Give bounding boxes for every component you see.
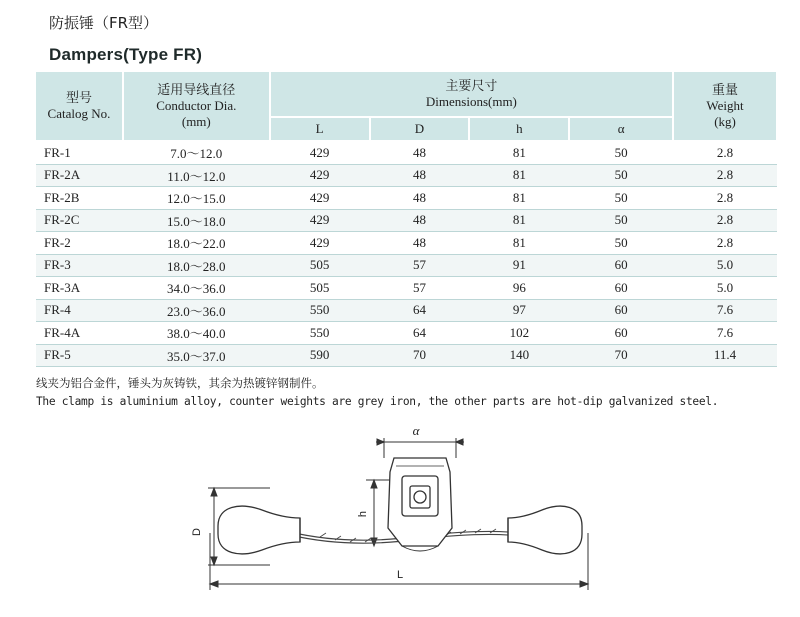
cell-catalog: FR-3: [36, 254, 123, 277]
header-dimensions-cn: 主要尺寸: [445, 78, 498, 93]
table-row: [36, 209, 777, 232]
cell-weight: 2.8: [673, 209, 777, 232]
cell-weight: 2.8: [673, 141, 777, 164]
cell-D: 48: [370, 187, 470, 210]
clamp-bolt-head: [414, 491, 426, 503]
table-row: [36, 344, 777, 367]
cell-weight: 5.0: [673, 254, 777, 277]
cell-h: 102: [469, 322, 569, 345]
cell-weight: 5.0: [673, 277, 777, 300]
cell-catalog: FR-2C: [36, 209, 123, 232]
cell-alpha: 50: [569, 232, 673, 255]
header-conductor: [123, 72, 270, 141]
cell-L: 505: [270, 254, 370, 277]
header-D: D: [370, 117, 470, 141]
cell-L: 505: [270, 277, 370, 300]
table-row: [36, 277, 777, 300]
cell-alpha: 60: [569, 322, 673, 345]
cell-alpha: 50: [569, 141, 673, 164]
cell-dia: 12.0～15.0: [123, 187, 270, 210]
page-title-en: Dampers(Type FR): [49, 45, 203, 64]
cell-D: 64: [370, 299, 470, 322]
cell-D: 48: [370, 232, 470, 255]
header-weight-en: Weight: [706, 98, 744, 113]
cell-h: 140: [469, 344, 569, 367]
header-catalog-cn: 型号: [65, 90, 92, 105]
cell-L: 429: [270, 209, 370, 232]
cell-L: 590: [270, 344, 370, 367]
cell-weight: 2.8: [673, 164, 777, 187]
table-row: [36, 254, 777, 277]
cell-h: 81: [469, 141, 569, 164]
cell-catalog: FR-1: [36, 141, 123, 164]
cell-alpha: 60: [569, 299, 673, 322]
cell-L: 429: [270, 141, 370, 164]
cell-weight: 11.4: [673, 344, 777, 367]
table-row: [36, 187, 777, 210]
L-label: L: [396, 569, 404, 581]
spec-table: [36, 72, 778, 367]
cell-D: 48: [370, 209, 470, 232]
right-counterweight: [508, 506, 582, 554]
table-row: [36, 299, 777, 322]
L-arrow-left: [210, 581, 218, 587]
cell-dia: 15.0～18.0: [123, 209, 270, 232]
cell-D: 70: [370, 344, 470, 367]
alpha-arrow-right: [456, 439, 463, 445]
cell-alpha: 50: [569, 187, 673, 210]
cell-dia: 38.0～40.0: [123, 322, 270, 345]
cell-h: 81: [469, 187, 569, 210]
cell-catalog: FR-2B: [36, 187, 123, 210]
header-h: h: [469, 117, 569, 141]
cell-L: 429: [270, 164, 370, 187]
header-weight: [673, 72, 777, 141]
left-counterweight: [218, 506, 300, 554]
D-arrow-bottom: [211, 557, 217, 565]
cell-L: 550: [270, 299, 370, 322]
h-arrow-top: [371, 480, 377, 488]
material-note-cn: 线夹为铝合金件，锤头为灰铸铁，其余为热镀锌钢制件。: [36, 376, 324, 390]
cell-dia: 18.0～28.0: [123, 254, 270, 277]
table-row: [36, 322, 777, 345]
cell-alpha: 60: [569, 254, 673, 277]
cell-h: 81: [469, 164, 569, 187]
cell-catalog: FR-3A: [36, 277, 123, 300]
alpha-arrow-left: [377, 439, 384, 445]
cell-L: 429: [270, 187, 370, 210]
cell-D: 48: [370, 141, 470, 164]
h-arrow-bottom: [371, 538, 377, 546]
cell-dia: 23.0～36.0: [123, 299, 270, 322]
header-dimensions: [270, 72, 673, 117]
damper-drawing: [170, 418, 610, 613]
cell-D: 57: [370, 254, 470, 277]
cell-D: 48: [370, 164, 470, 187]
table-row: [36, 164, 777, 187]
material-note-en: The clamp is aluminium alloy, counter weights are grey iron, the other parts are hot-dip galvanized steel.: [36, 395, 719, 408]
cell-catalog: FR-2A: [36, 164, 123, 187]
page-title-cn: 防振锤（FR型）: [49, 14, 159, 32]
cell-h: 81: [469, 232, 569, 255]
header-catalog: [36, 72, 123, 141]
table-row: [36, 232, 777, 255]
cell-catalog: FR-4A: [36, 322, 123, 345]
cell-h: 97: [469, 299, 569, 322]
cell-catalog: FR-5: [36, 344, 123, 367]
cell-weight: 7.6: [673, 299, 777, 322]
cell-alpha: 50: [569, 209, 673, 232]
cell-alpha: 60: [569, 277, 673, 300]
cell-alpha: 70: [569, 344, 673, 367]
cell-dia: 18.0～22.0: [123, 232, 270, 255]
cell-dia: 35.0～37.0: [123, 344, 270, 367]
cell-L: 550: [270, 322, 370, 345]
header-dimensions-en: Dimensions(mm): [425, 94, 517, 109]
D-arrow-top: [211, 488, 217, 496]
cell-h: 91: [469, 254, 569, 277]
header-conductor-en: Conductor Dia.: [156, 98, 237, 113]
cell-weight: 2.8: [673, 232, 777, 255]
cell-dia: 34.0～36.0: [123, 277, 270, 300]
cell-weight: 2.8: [673, 187, 777, 210]
cell-D: 64: [370, 322, 470, 345]
cell-dia: 7.0～12.0: [123, 141, 270, 164]
header-alpha: α: [569, 117, 673, 141]
cell-catalog: FR-4: [36, 299, 123, 322]
header-conductor-cn: 适用导线直径: [157, 82, 236, 97]
cell-h: 81: [469, 209, 569, 232]
cell-L: 429: [270, 232, 370, 255]
cell-D: 57: [370, 277, 470, 300]
clamp-jaw: [402, 546, 438, 551]
cell-h: 96: [469, 277, 569, 300]
header-conductor-unit: (mm): [181, 114, 211, 129]
table-row: [36, 141, 777, 164]
cell-weight: 7.6: [673, 322, 777, 345]
cell-dia: 11.0～12.0: [123, 164, 270, 187]
h-label: h: [357, 510, 369, 518]
cell-catalog: FR-2: [36, 232, 123, 255]
header-weight-cn: 重量: [712, 82, 739, 97]
header-catalog-en: Catalog No.: [47, 106, 111, 121]
cell-alpha: 50: [569, 164, 673, 187]
alpha-label: α: [412, 423, 420, 438]
L-arrow-right: [580, 581, 588, 587]
header-L: L: [270, 117, 370, 141]
D-label: D: [191, 528, 203, 536]
header-weight-unit: (kg): [714, 114, 736, 129]
